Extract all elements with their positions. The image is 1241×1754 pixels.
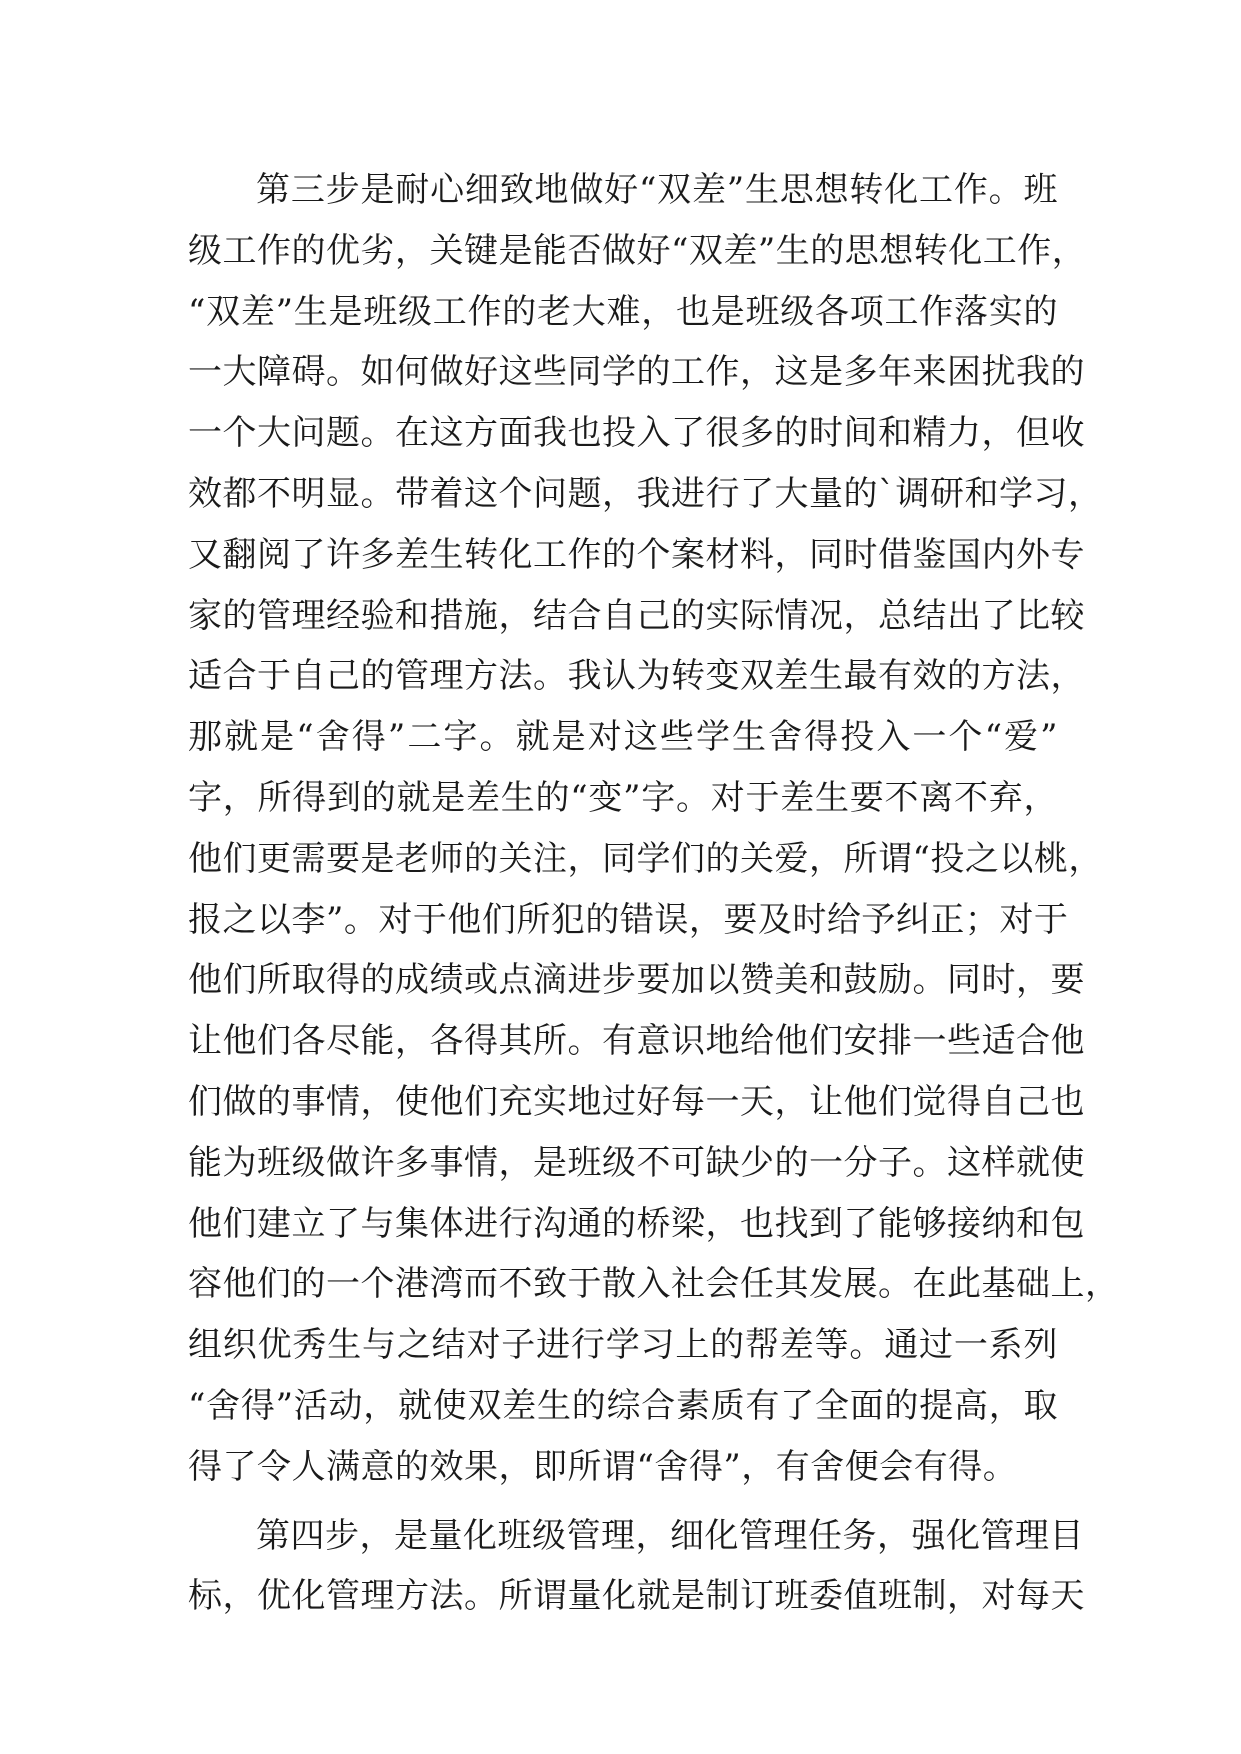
paragraph-gap: [188, 1498, 1058, 1506]
text-line: 一个大问题。在这方面我也投入了很多的时间和精力，但收: [188, 413, 1085, 454]
text-line: 他们所取得的成绩或点滴进步要加以赞美和鼓励。同时，要: [188, 960, 1085, 1001]
text-line: 适合于自己的管理方法。我认为转变双差生最有效的方法，: [188, 656, 1085, 697]
text-line: 他们更需要是老师的关注，同学们的关爱，所谓“投之以桃，: [188, 838, 1103, 879]
text-line: 字，所得到的就是差生的“变”字。对于差生要不离不弃，: [188, 777, 1058, 818]
text-line: 能为班级做许多事情，是班级不可缺少的一分子。这样就使: [188, 1142, 1085, 1183]
text-line: 让他们各尽能，各得其所。有意识地给他们安排一些适合他: [188, 1021, 1085, 1062]
paragraph: [188, 1506, 1085, 1628]
text-line: “舍得”活动，就使双差生的综合素质有了全面的提高，取: [188, 1385, 1058, 1426]
text-line: “双差”生是班级工作的老大难，也是班级各项工作落实的: [188, 291, 1058, 332]
text-line: 级工作的优劣，关键是能否做好“双差”生的思想转化工作，: [188, 230, 1087, 271]
text-line: 他们建立了与集体进行沟通的桥梁，也找到了能够接纳和包: [188, 1203, 1085, 1244]
text-line: 第三步是耐心细致地做好“双差”生思想转化工作。班: [256, 170, 1058, 210]
text-line: 标，优化管理方法。所谓量化就是制订班委值班制，对每天: [188, 1576, 1085, 1617]
text-line: 们做的事情，使他们充实地过好每一天，让他们觉得自己也: [188, 1081, 1085, 1122]
paragraph: [188, 160, 1120, 1498]
text-line: 组织优秀生与之结对子进行学习上的帮差等。通过一系列: [188, 1325, 1058, 1366]
text-line: 一大障碍。如何做好这些同学的工作，这是多年来困扰我的: [188, 352, 1085, 393]
text-line: 报之以李”。对于他们所犯的错误，要及时给予纠正；对于: [188, 899, 1069, 940]
text-line: 又翻阅了许多差生转化工作的个案材料，同时借鉴国内外专: [188, 534, 1085, 575]
document-body: [188, 160, 1120, 1627]
text-line: 容他们的一个港湾而不致于散入社会任其发展。在此基础上，: [188, 1264, 1120, 1305]
text-line: 第四步，是量化班级管理，细化管理任务，强化管理目: [256, 1515, 1084, 1556]
text-line: 家的管理经验和措施，结合自己的实际情况，总结出了比较: [188, 595, 1085, 636]
text-line: 得了令人满意的效果，即所谓“舍得”，有舍便会有得。: [188, 1446, 1018, 1487]
text-line: 那就是“舍得”二字。就是对这些学生舍得投入一个“爱”: [188, 717, 1058, 758]
text-line: 效都不明显。带着这个问题，我进行了大量的`调研和学习，: [188, 473, 1103, 514]
